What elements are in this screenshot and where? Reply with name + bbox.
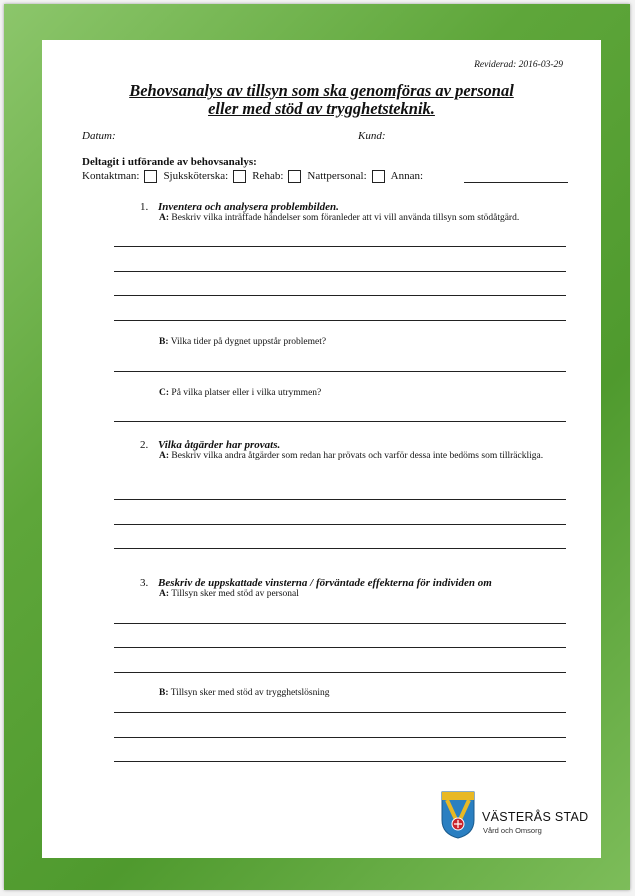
logo-name: VÄSTERÅS STAD — [482, 810, 589, 824]
answer-line[interactable] — [114, 320, 566, 321]
section-1-title: Inventera och analysera problembilden. — [158, 201, 339, 213]
section-1-a-text: Beskriv vilka inträffade händelser som föranleder att vi vill använda tillsyn som stödåtgärd. — [171, 213, 520, 223]
section-2-title: Vilka åtgärder har provats. — [158, 439, 281, 451]
participant-label-annan: Annan: — [390, 170, 424, 182]
section-2-number: 2. — [140, 439, 149, 451]
participant-label-rehab: Rehab: — [252, 170, 284, 182]
section-1-question-a — [159, 211, 579, 225]
section-3-b-text: Tillsyn sker med stöd av trygghetslösning — [170, 688, 330, 698]
section-3-a-prefix: A: — [159, 589, 170, 599]
form-page — [42, 40, 601, 858]
answer-line[interactable] — [114, 548, 566, 549]
section-3-question-a — [159, 587, 299, 601]
participants-heading: Deltagit i utförande av behovsanalys: — [82, 156, 257, 168]
answer-line[interactable] — [114, 421, 566, 422]
participant-label-nattpersonal: Nattpersonal: — [307, 170, 367, 182]
answer-line[interactable] — [114, 524, 566, 525]
answer-line[interactable] — [114, 295, 566, 296]
answer-line[interactable] — [114, 672, 566, 673]
form-title-line-1: Behovsanalys av tillsyn som ska genomföras av personal — [129, 81, 514, 100]
section-3-number: 3. — [140, 577, 149, 589]
section-3-title: Beskriv de uppskattade vinsterna / förväntade effekterna för individen om — [158, 577, 492, 589]
section-2-a-prefix: A: — [159, 451, 170, 461]
answer-line[interactable] — [114, 246, 566, 247]
answer-line[interactable] — [114, 712, 566, 713]
answer-line[interactable] — [114, 647, 566, 648]
section-3-question-b — [159, 686, 330, 700]
section-2-question-a — [159, 449, 547, 463]
section-3-a-text: Tillsyn sker med stöd av personal — [171, 589, 299, 599]
checkbox-sjukskoterska[interactable] — [144, 170, 157, 183]
answer-line[interactable] — [114, 371, 566, 372]
section-1-b-prefix: B: — [159, 337, 169, 347]
answer-line[interactable] — [114, 499, 566, 500]
answer-line[interactable] — [114, 737, 566, 738]
section-1-number: 1. — [140, 201, 149, 213]
section-1-a-prefix: A: — [159, 213, 170, 223]
section-2-a-text: Beskriv vilka andra åtgärder som redan har prövats och varför dessa inte bedöms som tillräckliga. — [171, 451, 544, 461]
section-1-question-c — [159, 386, 321, 400]
answer-line[interactable] — [114, 271, 566, 272]
participant-label-kontaktman: Kontaktman: — [82, 170, 140, 182]
annan-write-line[interactable] — [464, 182, 568, 183]
datum-label: Datum: — [82, 130, 116, 142]
revision-date: Reviderad: 2016-03-29 — [474, 60, 563, 70]
section-1-c-text: På vilka platser eller i vilka utrymmen? — [171, 388, 322, 398]
section-1-question-b — [159, 335, 326, 349]
participant-label-sjukskoterska: Sjuksköterska: — [163, 170, 229, 182]
section-1-b-text: Vilka tider på dygnet uppstår problemet? — [170, 337, 327, 347]
green-frame — [4, 4, 630, 890]
kund-label: Kund: — [358, 130, 386, 142]
logo-subtitle: Vård och Omsorg — [483, 826, 542, 835]
section-1-c-prefix: C: — [159, 388, 170, 398]
checkbox-annan[interactable] — [372, 170, 385, 183]
participants-row — [82, 168, 423, 184]
checkbox-rehab[interactable] — [233, 170, 246, 183]
vasteras-coat-of-arms-icon — [440, 790, 476, 840]
answer-line[interactable] — [114, 761, 566, 762]
checkbox-nattpersonal[interactable] — [288, 170, 301, 183]
section-3-b-prefix: B: — [159, 688, 169, 698]
form-title-line-2: eller med stöd av trygghetsteknik. — [208, 99, 435, 118]
answer-line[interactable] — [114, 623, 566, 624]
